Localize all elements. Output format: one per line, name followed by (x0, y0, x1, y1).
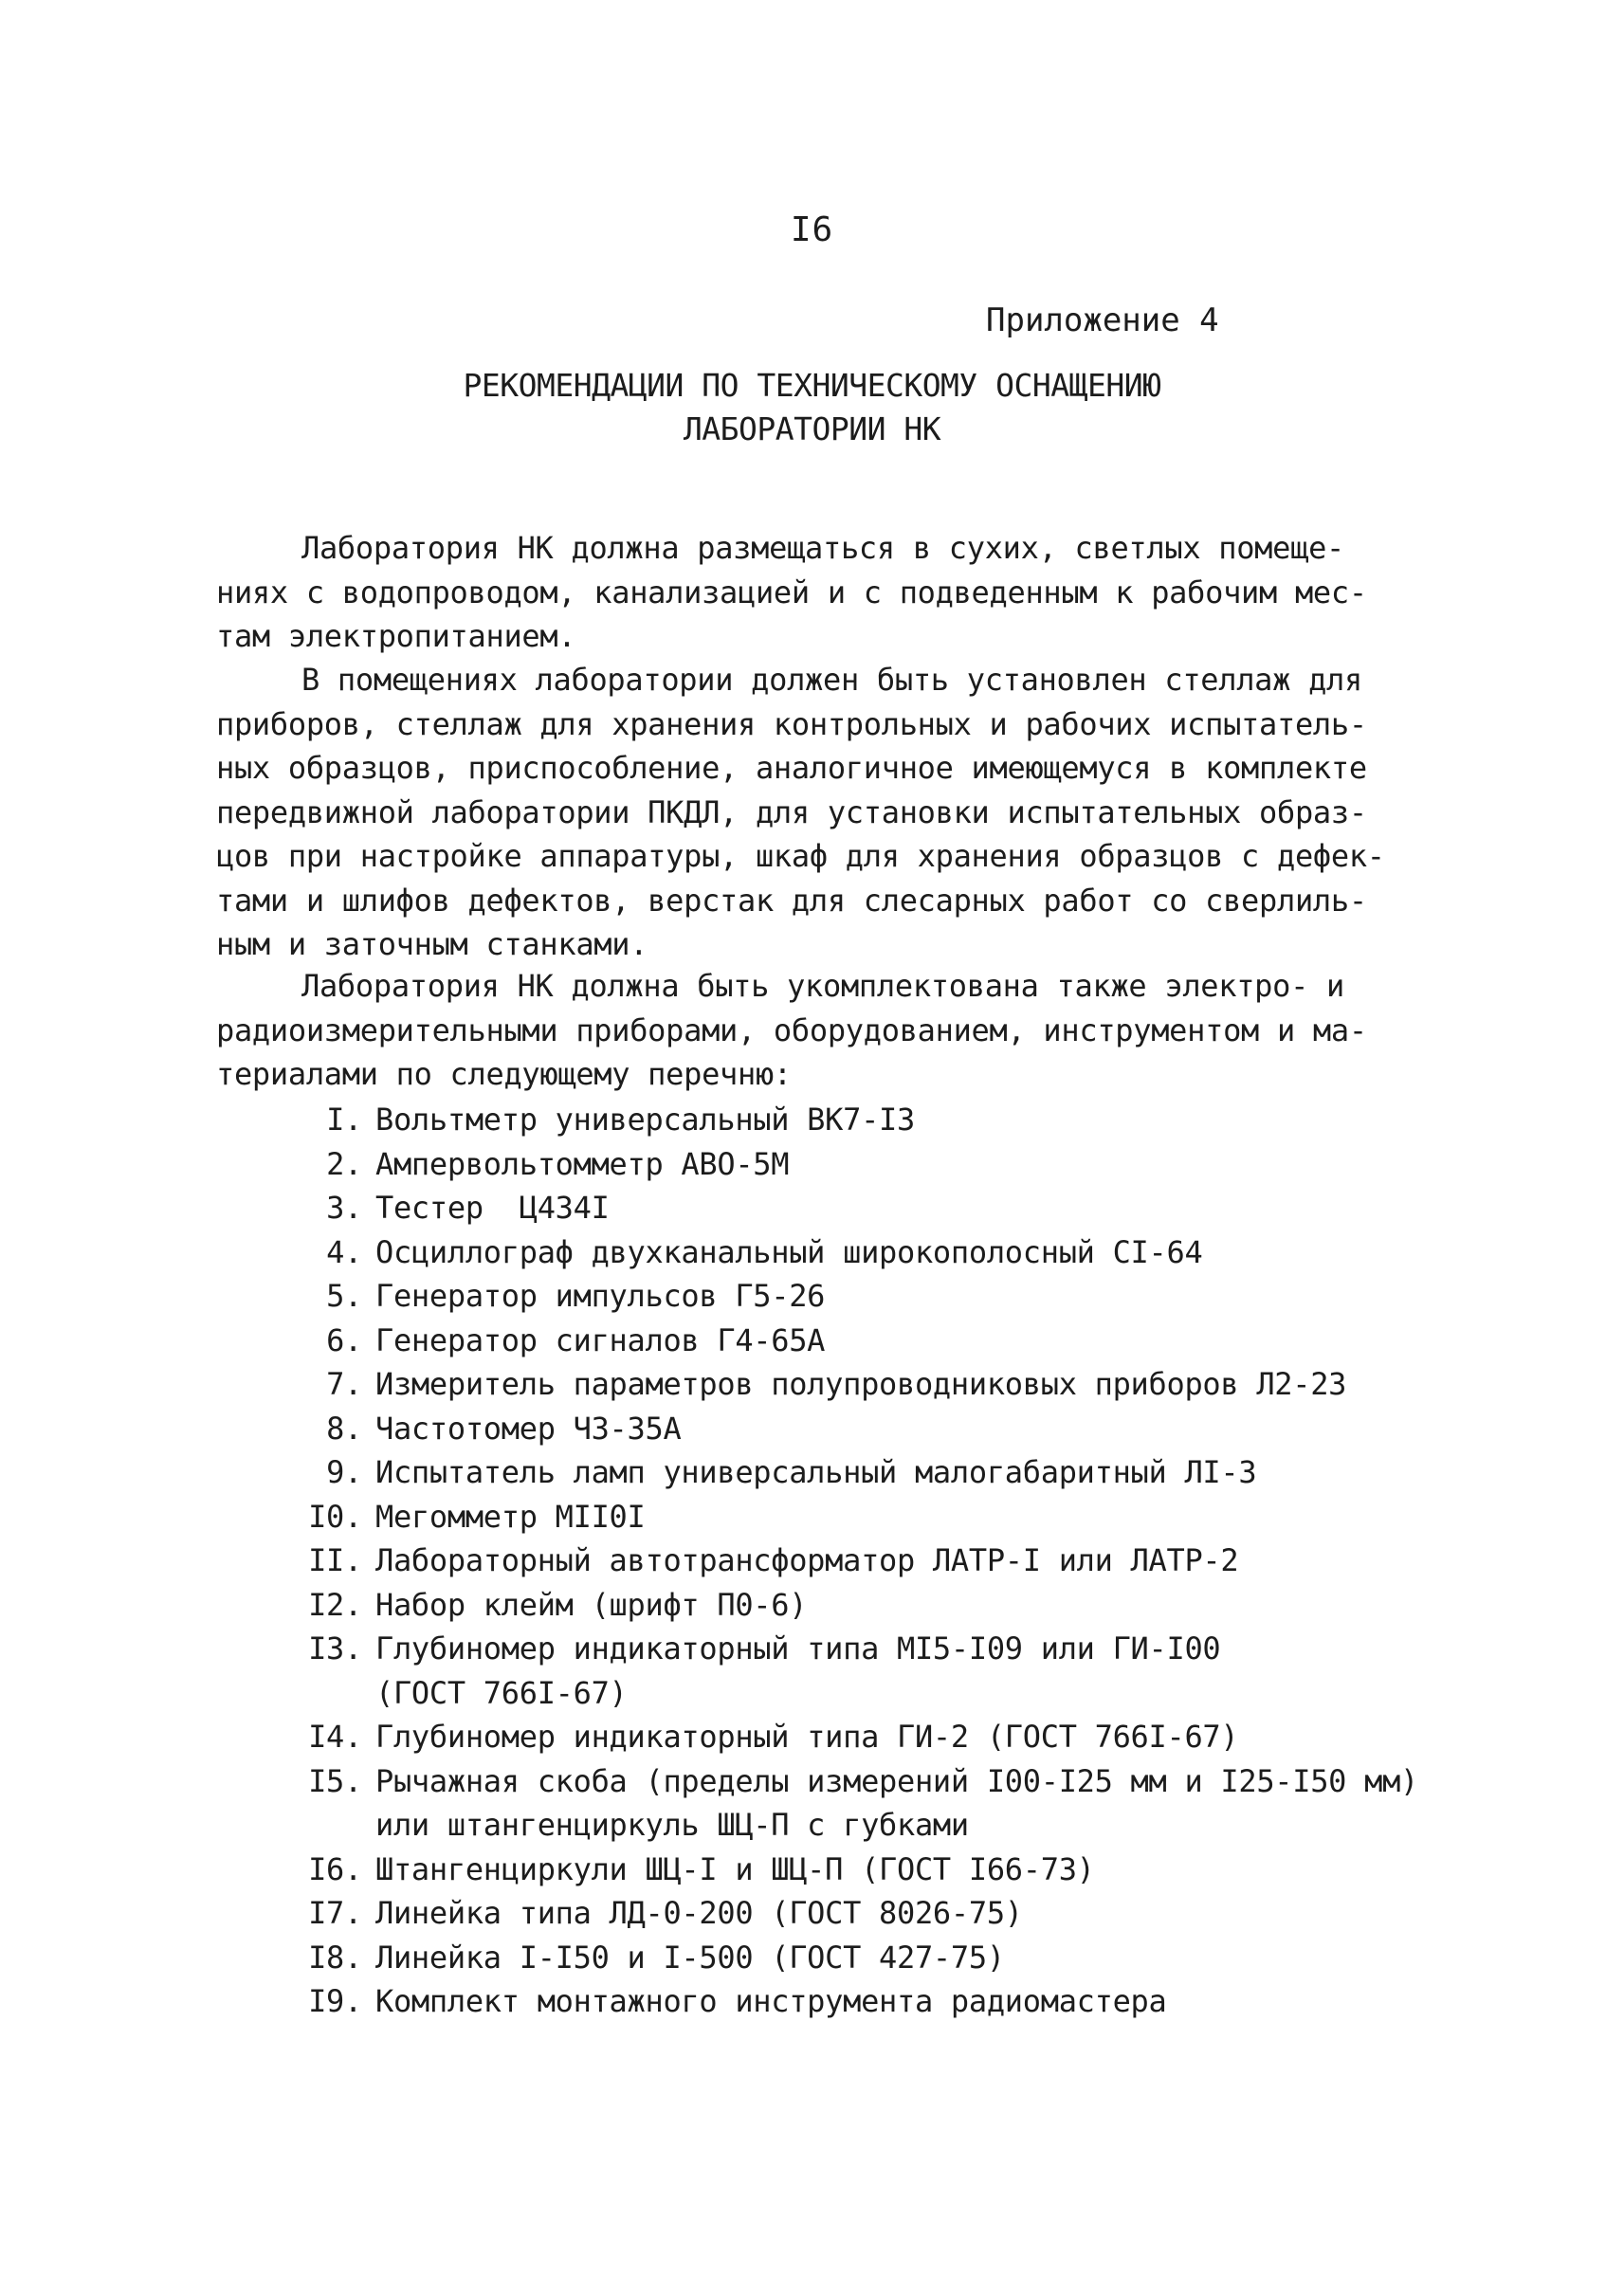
list-item-line: или штангенциркуль ШЦ-П с губками (375, 1807, 969, 1843)
paragraph-1 (216, 526, 1382, 659)
list-item-number: I. (326, 1102, 362, 1138)
list-item (284, 1407, 1422, 1451)
list-item (284, 1230, 1422, 1275)
title-line-2: ЛАБОРАТОРИИ НК (683, 410, 941, 447)
paragraph-line: ниях с водопроводом, канализацией и с подведенным к рабочим мес- (216, 574, 1367, 610)
list-item (284, 1848, 1422, 1892)
appendix-label: Приложение 4 (986, 301, 1219, 339)
list-item (284, 1979, 1422, 2024)
list-item-line: Глубиномер индикаторный типа МI5-I09 или ГИ-I00 (375, 1630, 1221, 1667)
list-item-text: Частотомер Ч3-35А (375, 1410, 682, 1447)
list-item (284, 1098, 1422, 1142)
list-item-text: Генератор импульсов Г5-26 (375, 1278, 826, 1314)
list-item-number: I4. (308, 1719, 362, 1755)
paragraph-2 (216, 658, 1385, 967)
paragraph-line: там электропитанием. (216, 618, 576, 654)
list-item (284, 1450, 1422, 1495)
list-item-line: Рычажная скоба (пределы измерений I00-I25 мм и I25-I50 мм) (375, 1762, 1419, 1799)
list-item (284, 1362, 1422, 1407)
paragraph-line: приборов, стеллаж для хранения контрольных и рабочих испытатель- (216, 705, 1367, 742)
list-item-number: 6. (326, 1321, 362, 1358)
list-item (284, 1186, 1422, 1230)
page-number: I6 (790, 210, 834, 249)
list-item-text: Штангенциркули ШЦ-I и ШЦ-П (ГОСТ I66-73) (375, 1850, 1095, 1887)
list-item-text: Глубиномер индикаторный типа ГИ-2 (ГОСТ 766I-67) (375, 1719, 1239, 1755)
paragraph-line: радиоизмерительными приборами, оборудованием, инструментом и ма- (216, 1011, 1367, 1048)
paragraph-line: териалами по следующему перечню: (216, 1056, 792, 1092)
list-item (284, 1274, 1422, 1319)
list-item-number: 7. (326, 1366, 362, 1402)
paragraph-line: цов при настройке аппаратуры, шкаф для хранения образцов с дефек- (216, 838, 1385, 874)
list-item-number: I6. (308, 1850, 362, 1887)
list-item-text: Набор клейм (шрифт П0-6) (375, 1586, 808, 1623)
list-item-text: Линейка I-I50 и I-500 (ГОСТ 427-75) (375, 1939, 1005, 1976)
document-title (0, 364, 1624, 451)
list-item-number: I7. (308, 1895, 362, 1931)
list-item-number: 3. (326, 1190, 362, 1226)
list-item (284, 1583, 1422, 1628)
list-item (284, 1759, 1422, 1848)
list-item (284, 1715, 1422, 1759)
list-item-text: Измеритель параметров полупроводниковых приборов Л2-23 (375, 1366, 1347, 1402)
list-item-text: Вольтметр универсальный ВК7-I3 (375, 1102, 915, 1138)
list-item (284, 1495, 1422, 1539)
list-item-number: I3. (308, 1630, 362, 1667)
list-item (284, 1142, 1422, 1187)
list-item-text: Линейка типа ЛД-0-200 (ГОСТ 8026-75) (375, 1895, 1023, 1931)
paragraph-line: передвижной лаборатории ПКДЛ, для установки испытательных образ- (216, 793, 1367, 830)
list-item-number: II. (308, 1542, 362, 1578)
list-item-number: 2. (326, 1145, 362, 1182)
list-item-text: Испытатель ламп универсальный малогабаритный ЛI-3 (375, 1454, 1257, 1490)
paragraph-line: ных образцов, приспособление, аналогичное имеющемуся в комплекте (216, 750, 1367, 786)
list-item-number: 4. (326, 1233, 362, 1270)
list-item-text: Тестер Ц434I (375, 1190, 610, 1226)
paragraph-line: тами и шлифов дефектов, верстак для слесарных работ со сверлиль- (216, 882, 1367, 919)
list-item-text: Осциллограф двухканальный широкополосный СI-64 (375, 1233, 1203, 1270)
list-item (284, 1319, 1422, 1363)
list-item-text: Комплект монтажного инструмента радиомастера (375, 1983, 1167, 2019)
list-item-text (375, 1627, 1220, 1715)
list-item-text: Мегомметр МII0I (375, 1498, 646, 1535)
paragraph-line: Лаборатория НК должна быть укомплектована также электро- и (301, 968, 1345, 1004)
list-item-text: Ампервольтомметр АВО-5М (375, 1145, 790, 1182)
title-line-1: РЕКОМЕНДАЦИИ ПО ТЕХНИЧЕСКОМУ ОСНАЩЕНИЮ (463, 367, 1161, 404)
list-item-line: (ГОСТ 766I-67) (375, 1674, 628, 1711)
paragraph-3 (216, 964, 1382, 1097)
list-item-text: Генератор сигналов Г4-65А (375, 1321, 826, 1358)
paragraph-line: ным и заточным станками. (216, 926, 648, 962)
paragraph-line: В помещениях лаборатории должен быть установлен стеллаж для (301, 662, 1362, 698)
list-item (284, 1539, 1422, 1583)
list-item-number: I9. (308, 1983, 362, 2019)
list-item-number: I5. (308, 1762, 362, 1799)
equipment-list (284, 1098, 1422, 2024)
list-item-number: 8. (326, 1410, 362, 1447)
list-item-number: I2. (308, 1586, 362, 1623)
list-item (284, 1936, 1422, 1980)
paragraph-line: Лаборатория НК должна размещаться в сухих, светлых помеще- (301, 530, 1345, 566)
list-item-number: 5. (326, 1278, 362, 1314)
list-item-number: I0. (308, 1498, 362, 1535)
list-item-number: I8. (308, 1939, 362, 1976)
list-item (284, 1627, 1422, 1715)
list-item-text (375, 1759, 1418, 1848)
list-item (284, 1891, 1422, 1936)
list-item-text: Лабораторный автотрансформатор ЛАТР-I или ЛАТР-2 (375, 1542, 1239, 1578)
list-item-number: 9. (326, 1454, 362, 1490)
